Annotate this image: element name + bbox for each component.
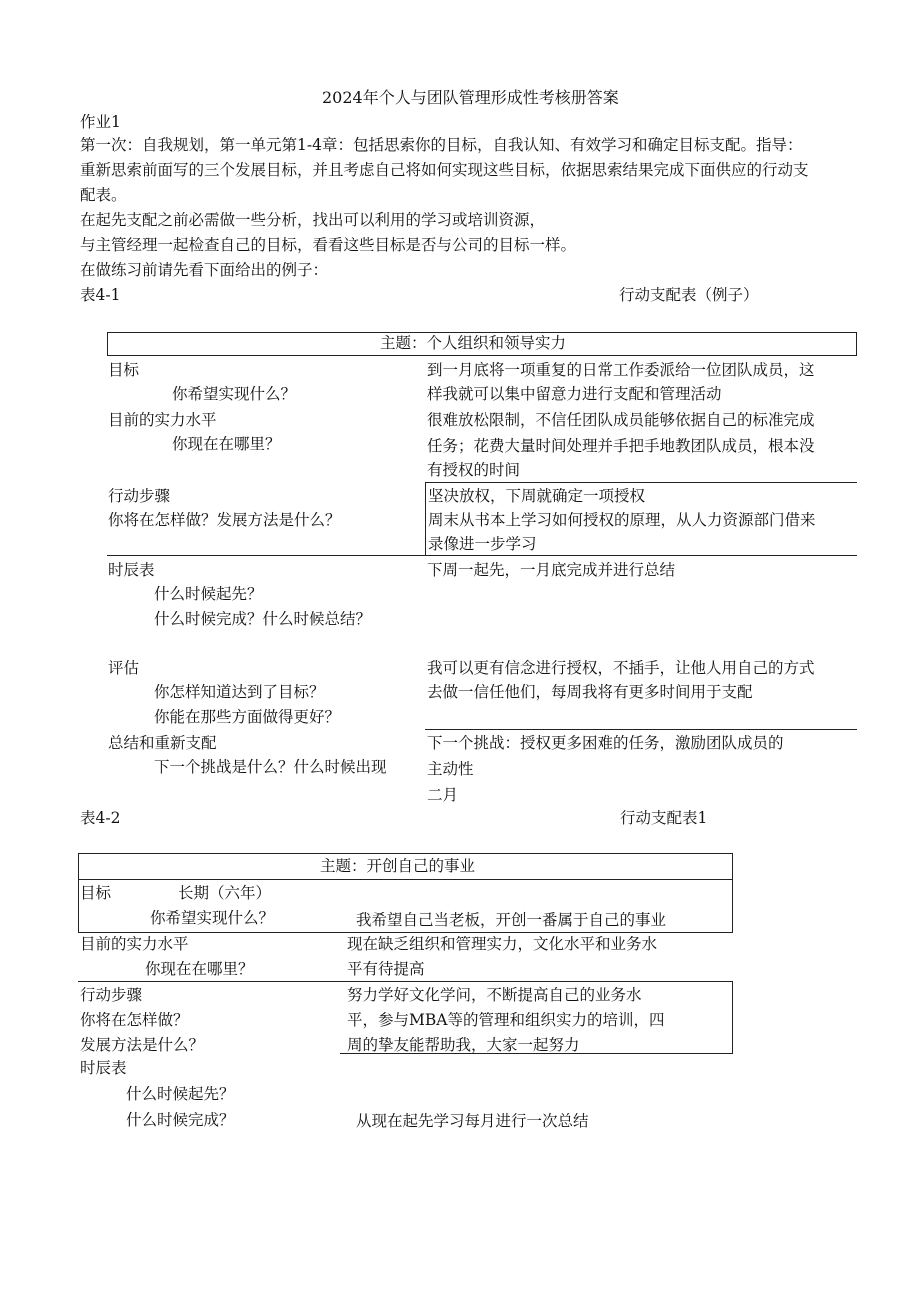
assignment-heading: 作业1 [80,113,121,131]
row-answer: 努力学好文化学问，不断提高自己的业务水 [347,986,642,1004]
row-question: 下一个挑战是什么？什么时候出现 [154,758,387,776]
row-answer: 任务；花费大量时间处理并手把手地教团队成员，根本没 [427,437,815,455]
column-divider [425,482,426,556]
table-caption: 行动支配表（例子） [619,286,759,304]
column-divider [732,981,733,1054]
row-question: 什么时候完成？ [126,1111,235,1129]
row-question: 你现在在哪里？ [172,435,281,453]
row-question: 你将在怎样做？发展方法是什么？ [108,511,341,529]
row-question: 什么时候起先？ [126,1085,235,1103]
row-label-goal: 目标 [108,361,140,379]
goal-term: 长期（六年） [178,884,272,902]
row-answer: 下周一起先，一月底完成并进行总结 [427,561,676,579]
table-header: 主题：个人组织和领导实力 [380,334,567,352]
row-divider [78,932,733,933]
row-answer: 下一个挑战：授权更多困难的任务，激励团队成员的 [427,734,784,752]
row-answer: 我可以更有信念进行授权，不插手，让他人用自己的方式 [427,659,815,677]
row-label-level: 目前的实力水平 [80,935,189,953]
row-answer: 平，参与MBA等的管理和组织实力的培训，四 [347,1011,665,1029]
row-answer: 周的挚友能帮助我，大家一起努力 [347,1036,580,1054]
intro-line: 第一次：自我规划，第一单元第1-4章：包括思索你的目标，自我认知、有效学习和确定目标支配。指导： [80,136,803,154]
row-answer: 主动性 [427,760,474,778]
row-question: 什么时候起先？ [154,585,263,603]
table-caption: 行动支配表1 [620,809,708,827]
row-question: 你能在那些方面做得更好？ [154,708,341,726]
row-divider [425,729,857,730]
row-answer: 很难放松限制，不信任团队成员能够依据自己的标准完成 [427,411,815,429]
intro-line: 配表。 [80,186,127,204]
row-answer: 二月 [427,786,459,804]
row-answer: 平有待提高 [347,960,425,978]
table-label: 表4-1 [80,286,121,304]
row-question: 你希望实现什么？ [172,385,297,403]
intro-line: 在起先支配之前必需做一些分析，找出可以利用的学习或培训资源， [80,211,546,229]
row-answer: 周末从书本上学习如何授权的原理，从人力资源部门借来 [428,511,816,529]
row-label-schedule: 时辰表 [108,561,155,579]
row-divider [107,555,857,556]
row-question: 发展方法是什么？ [80,1036,205,1054]
row-label-level: 目前的实力水平 [108,411,217,429]
intro-line: 与主管经理一起检查自己的目标，看看这些目标是否与公司的目标一样。 [80,236,577,254]
row-label-goal: 目标 [80,884,112,902]
row-divider [78,981,733,982]
row-question: 什么时候完成？什么时候总结？ [154,610,372,628]
intro-line: 重新思索前面写的三个发展目标，并且考虑自己将如何实现这些目标，依据思索结果完成下面供应的行动支 [80,161,809,179]
row-answer: 从现在起先学习每月进行一次总结 [356,1112,589,1130]
row-label-summary: 总结和重新支配 [108,734,217,752]
table-header: 主题：开创自己的事业 [320,857,476,875]
row-answer: 去做一信任他们，每周我将有更多时间用于支配 [427,683,753,701]
row-label-evaluation: 评估 [108,659,140,677]
intro-line: 在做练习前请先看下面给出的例子： [80,261,329,279]
row-question: 你怎样知道达到了目标？ [154,683,325,701]
row-answer: 样我就可以集中留意力进行支配和管理活动 [427,385,722,403]
row-question: 你现在在哪里？ [145,960,254,978]
row-answer: 坚决放权，下周就确定一项授权 [428,487,646,505]
row-divider [425,482,857,483]
row-question: 你希望实现什么？ [150,909,275,927]
row-label-steps: 行动步骤 [108,487,171,505]
row-answer: 现在缺乏组织和管理实力，文化水平和业务水 [347,935,658,953]
row-label-schedule: 时辰表 [80,1059,127,1077]
row-answer: 到一月底将一项重复的日常工作委派给一位团队成员，这 [427,361,815,379]
row-label-steps: 行动步骤 [80,986,143,1004]
row-answer: 我希望自己当老板，开创一番属于自己的事业 [356,911,667,929]
column-divider [78,879,79,933]
column-divider [732,879,733,933]
table-label: 表4-2 [80,809,121,827]
row-question: 你将在怎样做？ [80,1011,189,1029]
row-answer: 录像进一步学习 [428,535,537,553]
row-answer: 有授权的时间 [427,461,521,479]
page-title: 2024年个人与团队管理形成性考核册答案 [322,88,619,107]
